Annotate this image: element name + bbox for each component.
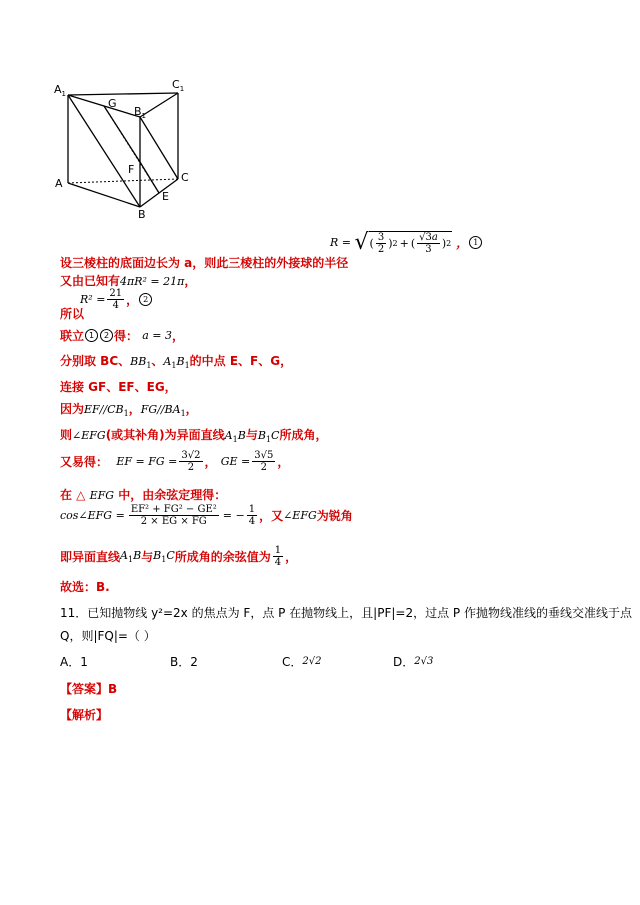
- option-c[interactable]: C．2√2: [282, 655, 322, 669]
- edge-a1b: [68, 95, 140, 207]
- analysis-label: 【解析】: [60, 708, 109, 722]
- answer-label: 【答案】B: [60, 682, 118, 696]
- solution-line-1: 设三棱柱的底面边长为 a，则此三棱柱的外接球的半径: [60, 256, 349, 270]
- circle-marker-2: 2: [139, 293, 152, 306]
- solution-line-5: 联立 1 2 得： a = 3 ，: [60, 329, 185, 343]
- label-b1: $B_1$: [134, 105, 147, 120]
- r-squared-formula: R² = $\frac{21}{4}$ ， 2: [80, 288, 153, 311]
- solution-line-6: 分别取 BC、$BB_1$、$A_1B_1$的中点 E、F、G，: [60, 354, 293, 371]
- question-11-line-2: Q，则|FQ|=（ ）: [60, 629, 156, 643]
- solution-line-13: 即异面直线 $A_1B$ 与 $B_1C$ 所成角的余弦值为 $\frac{1}{4}$ ，: [60, 545, 298, 568]
- edge-b1c: [140, 117, 178, 179]
- solution-line-10: 又易得： EF = FG = $\frac{3√2}{2}$ ， GE = $\frac{3√5}{2}$ ，: [60, 450, 290, 473]
- solution-line-14: 故选：B.: [60, 580, 110, 594]
- solution-line-4: 所以: [60, 307, 85, 321]
- radius-formula: R = √ ( $\frac{3}{2}$ ) 2 + ( $\frac{√3a}{3}$ ) 2 ， 1: [330, 230, 483, 255]
- solution-line-11: 在 △ EFG 中，由余弦定理得：: [60, 488, 227, 502]
- prism-figure: [50, 75, 200, 225]
- solution-line-9: 则∠EFG(或其补角)为异面直线$A_1B$与$B_1C$所成角，: [60, 428, 328, 445]
- label-g: G: [108, 97, 117, 110]
- edge-a1c1: [68, 93, 178, 95]
- option-a[interactable]: A．1: [60, 655, 88, 669]
- label-c: C: [181, 171, 189, 184]
- label-a1: $A_1$: [54, 83, 66, 98]
- label-b: B: [138, 208, 146, 221]
- solution-line-8: 因为$EF//CB_1$，$FG//BA_1$，: [60, 402, 198, 419]
- label-e: E: [162, 190, 169, 203]
- solution-line-12: cos∠EFG = $\frac{\text{EF² + FG² − GE²}}{2 \times EG \times FG}$ = − $\frac{1}{4}$ ，又 ∠EFG 为锐角: [60, 504, 353, 527]
- solution-line-7: 连接 GF、EF、EG，: [60, 380, 177, 394]
- label-c1: $C_1$: [172, 78, 185, 93]
- circle-marker-1: 1: [469, 236, 482, 249]
- option-d[interactable]: D．2√3: [393, 655, 434, 669]
- question-11-line-1: 11．已知抛物线 y²=2x 的焦点为 F，点 P 在抛物线上，且|PF|=2，过点 P 作抛物线准线的垂线交准线于点: [60, 606, 632, 620]
- edge-ab: [68, 183, 140, 207]
- solution-line-2: 又由已知有4πR² = 21π，: [60, 274, 197, 288]
- label-a: A: [55, 177, 63, 190]
- label-f: F: [128, 163, 135, 176]
- option-b[interactable]: B．2: [170, 655, 198, 669]
